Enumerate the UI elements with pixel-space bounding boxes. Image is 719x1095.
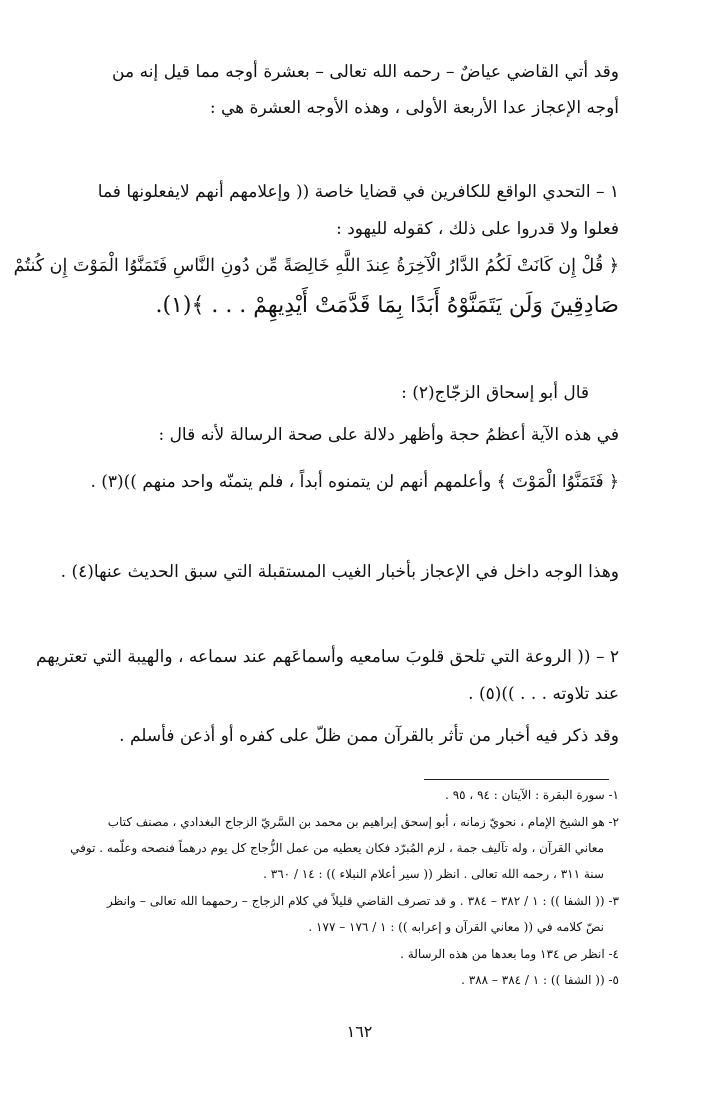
body-line-1: وقد أتي القاضي عياضٌ – رحمه الله تعالى – بعشرة أوجه مما قيل إنه من	[112, 62, 619, 82]
footnote-5: ٥- (( الشفا )) : ١ / ٣٨٤ – ٣٨٨ .	[461, 973, 619, 987]
page-number: ١٦٢	[346, 1022, 373, 1041]
body-line-8: في هذه الآية أعظمُ حجة وأظهر دلالة على صحة الرسالة لأنه قال :	[158, 425, 619, 445]
footnote-3: ٣- (( الشفا )) : ١ / ٣٨٢ – ٣٨٤ . و قد تصرف القاضي قليلاً في كلام الزجاج – رحمهما الله تعالى – وانظر	[107, 894, 619, 908]
footnote-3-cont: نصّ كلامه في (( معاني القرآن و إعرابه )) : ١ / ١٧٦ – ١٧٧ .	[308, 920, 604, 934]
footnote-2: ٢- هو الشيخ الإمام ، نحويّ زمانه ، أبو إسحق إبراهيم بن محمد بن السَّريّ الزجاج البغدادي ، مصنف كتاب	[107, 815, 619, 829]
body-line-7: قال أبو إسحاق الزجّاج(٢) :	[401, 383, 589, 403]
body-line-2: أوجه الإعجاز عدا الأربعة الأولى ، وهذه الأوجه العشرة هي :	[209, 98, 619, 118]
body-line-3: ١ – التحدي الواقع للكافرين في قضايا خاصة (( وإعلامهم أنهم لايفعلونها فما	[97, 182, 619, 202]
footnote-4: ٤- انظر ص ١٣٤ وما بعدها من هذه الرسالة .	[400, 947, 619, 961]
quran-verse-line-1: ﴿ قُلْ إِن كَانَتْ لَكُمُ الدَّارُ الْآخِرَةُ عِندَ اللَّهِ خَالِصَةً مِّن دُونِ النَّاسِ فَتَمَنَّوُا الْمَوْتَ إِن كُنتُمْ	[13, 256, 619, 276]
body-line-4: فعلوا ولا قدروا على ذلك ، كقوله لليهود :	[336, 219, 619, 239]
body-line-12: عند تلاوته . . . ))(٥) .	[468, 684, 619, 704]
body-line-10: وهذا الوجه داخل في الإعجاز بأخبار الغيب المستقبلة التي سبق الحديث عنها(٤) .	[60, 562, 619, 582]
footnote-2-cont-1: معاني القرآن ، وله تآليف جمة ، لزم المُبرّد فكان يعطيه من عمل الزُّجاج كل يوم درهماً فنصحه وعلّمه . توفي	[70, 841, 604, 855]
footnote-2-cont-2: سنة ٣١١ ، رحمه الله تعالى . انظر (( سير أعلام النبلاء )) : ١٤ / ٣٦٠ .	[263, 867, 604, 881]
footnote-1: ١- سورة البقرة : الآيتان : ٩٤ ، ٩٥ .	[445, 788, 619, 802]
body-line-13: وقد ذكر فيه أخبار من تأثر بالقرآن ممن ظلّ على كفره أو أذعن فأسلم .	[119, 726, 619, 746]
quran-verse-line-2: صَادِقِينَ وَلَن يَتَمَنَّوْهُ أَبَدًا بِمَا قَدَّمَتْ أَيْدِيهِمْ . . . ﴾(١).	[155, 293, 619, 318]
footnote-separator	[424, 779, 609, 780]
body-line-11: ٢ – (( الروعة التي تلحق قلوبَ سامعيه وأسماعَهم عند سماعه ، والهيبة التي تعتريهم	[35, 647, 619, 667]
body-line-9: ﴿ فَتَمَنَّوُا الْمَوْتَ ﴾ وأعلمهم أنهم لن يتمنوه أبداً ، فلم يتمنّه واحد منهم ))(٣) .	[90, 472, 619, 492]
